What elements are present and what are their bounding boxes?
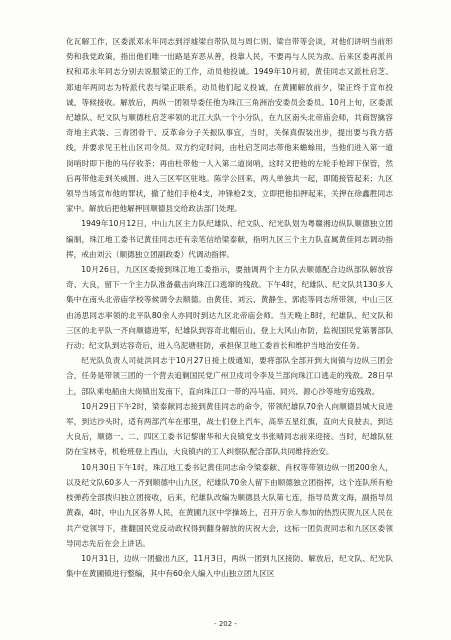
paragraph: 纪光队负责人司徒洪同志于10月27日接上级通知，要将部队全部开到大岗镇与边纵三团会合，任务是带领三团的一个营去追剿国民党广州卫戍司令李及兰部向珠江口逃走的残敌。28日早上，部队乘电船由大岗镇出发南下，直向珠江口一带的冯马庙、同兴、源心沙等地穷追残敌。 [66, 356, 393, 396]
page-number: - 202 - [214, 620, 237, 628]
paragraph: 10月30日下午1时，珠江地工委书记黄佳同志命令梁泰献、肖权等带领边纵一团200余人，以及纪文队60多人一齐到顺德中山九区，纪雄队70余人留下由顺德独立团指挥，这个连队所有枪枝弹药全部拨归独立团接收，后来，纪雄队改编为顺德县大队第七连，指导员黄文海，副指导员黄森，4时，中山九区各界人民，在黄圃九区中学操场上，召开万余人参加的热烈庆贺九区人民在共产党领导下，推翻国民党反动政权得到翻身解放的庆祝大会，这标一团负责同志和九区区委领导同志先后在会上讲话。 [66, 462, 393, 548]
body-text [66, 34, 393, 581]
paragraph: 10月29日下午2时，梁泰献同志接到黄佳同志的命令，带领纪雄队70余人向顺德县城大良进军，到达沙头时，适有两部汽车在那里，战士们登上汽车，高举五星红旗，直向大良驶去，到达大良后，顺德一、二、四区工委书记黎谢华和大良镇党支书张晴同志前来迎接。当时，纪雄队驻防在宝林寺，机枪班登上西山，大良镇内的工人纠察队配合部队共同维持治安。 [66, 401, 393, 457]
paragraph: 化瓦解工作，区委派邓永年同志到浮墟梁自带队员与周仁则、梁自带等会谈，对他们讲明当前形势和我党政策，指出他们唯一出路是弃恶从善，投靠人民，不要再与人民为敌。后来区委再派肖权和邓永年同志分别去说服梁正的工作，动员他投诚。1949年10月初，黄佳同志又派杜启芝、郑迪年两同志为特派代表与梁正联系，动员他们起义投诚，在黄圃解放前夕，梁正终于宣布投诚，等候接收。解放后，两纵一团领导委任他为珠江三角洲治安委员会委员。10月上旬，区委派纪雄队、纪文队与顺德杜启芝率领的北江大队一个小分队，在九区南头北帝庙会师，共商智擒容奇地主武装、三青团骨干、反革命分子关振队事宜，当时，关保真假装出步，提出要与我方搭线，并要求见王杜山区司令员。双方约定时间，由杜启芝同志带他来蟾蜍用，当他们进入第一道岗哨时即下他的马仔收茶；再由杜带他一人入第二道岗哨，这时又把他的左轮手枪卸下保管，然后再带他走到关威围、进入三区军区驻地。陈学公回来，两人单独共一起，即随接管起来；九区领导当场宣布他的罪状，撤了他们手枪4支，冲锋枪2支，立即把他扣押起来，关押在徐鑫胜同志家中。解放后把他解押回顺德县交给政法部门处理。 [66, 37, 393, 214]
paragraph: 10月26日，九区区委接到珠江地工委指示，要抽调两个主力队去顺德配合边纵部队解放容奇、大良，留下一个主力队准备截击向珠江口逃窜的残敌。下午4时，纪雄队、纪文队共130多人集中在南头北帝庙学校等候调令去顺德。由黄佳、刘云、黄静生、郭彪等同志所带领，中山三区由汤思同志率领的北平队80余人亦同时到达九区北帝庙会师。当天晚上8时，纪雄队、纪文队和三区的北平队一齐向顺德进军，纪雄队到容奇北帽后山，登上大风山布防，监视国民党第署部队行动；纪文队到达容奇后，进入乌泥塘驻防，承担保卫地工委首长和维护当地治安任务。 [66, 265, 393, 351]
paragraph: 10月31日，边纵一团撤出九区，11月3日，两纵一团到九区接防。解放后，纪文队、纪光队集中在黄圃镇进行整编，其中有60余人编入中山独立团九区区 [66, 553, 393, 579]
paragraph: 1949年10月12日，中山九区主力队纪雄队、纪文队、纪光队划为粤赣湘边纵队顺德独立团编制，珠江地工委书记黄佳同志还有亲笔信给梁泰献，指明九区三个主力队直属黄佳同志调动指挥，戒由刘云（顺德独立团副政委）代调动指挥。 [66, 219, 393, 259]
